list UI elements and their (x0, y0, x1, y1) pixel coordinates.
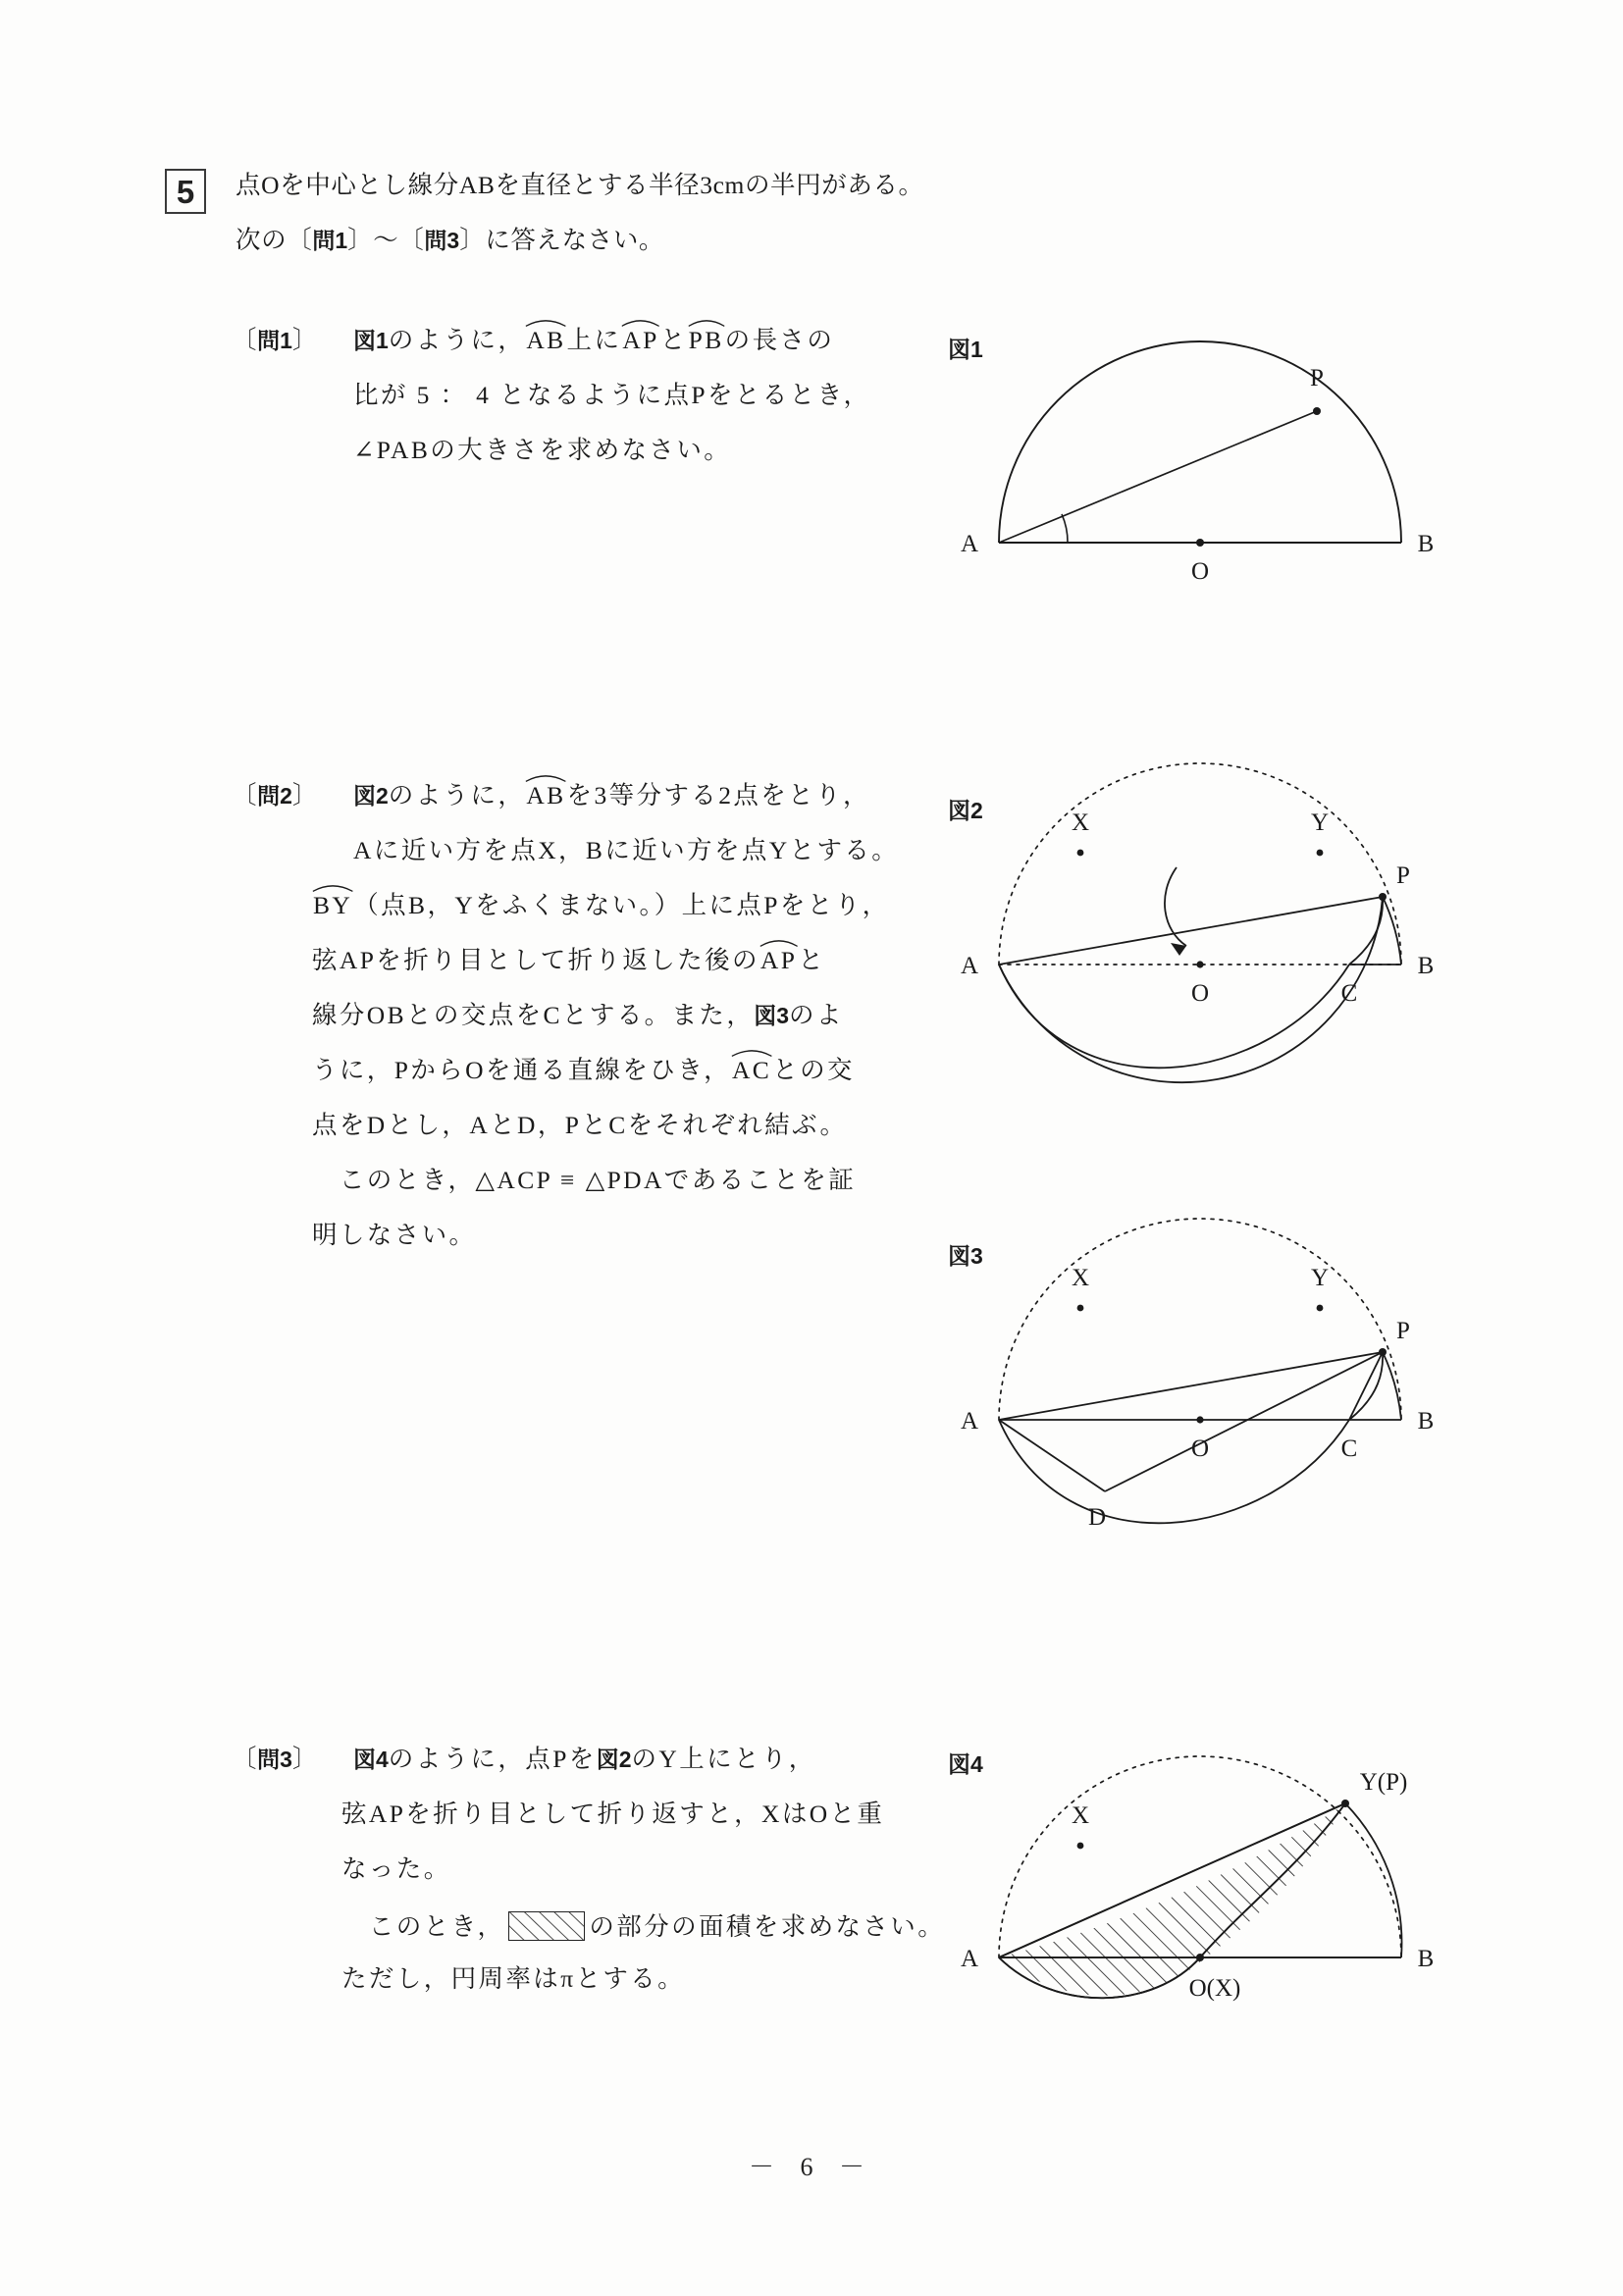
intro-ref-q3: 問3 (424, 228, 460, 253)
question-2-line-4 (312, 948, 825, 973)
bracket-open: 〔 (232, 1745, 258, 1773)
figure-3 (948, 1238, 1439, 1542)
question-2-line-2 (353, 838, 899, 863)
q2-l4-t1: 弦APを折り目として折り返した後の (312, 946, 759, 974)
arc-BY-notation (312, 893, 353, 918)
q2-l6-t2: との交 (772, 1056, 855, 1084)
arc-PB-text: PB (688, 326, 724, 354)
figure-4-caption: 図4 (948, 1751, 983, 1777)
q1-l3-text: ∠PABの大きさを求めなさい。 (353, 436, 732, 464)
figure-2 (948, 793, 1439, 1077)
q3-l1-t2: のY上にとり， (631, 1745, 816, 1773)
q2-l1-t1: のように， (388, 781, 526, 809)
point-O-dot (1196, 539, 1204, 547)
q2-l7-text: 点をDとし，AとD，PとCをそれぞれ結ぶ。 (312, 1111, 848, 1139)
figure-2-label-A: A (960, 953, 979, 979)
question-2-line-7 (312, 1113, 847, 1138)
figure-2-drawing (948, 793, 1439, 1077)
intro-pre: 次の〔 (236, 226, 313, 254)
figure-3-label-X: X (1071, 1265, 1090, 1291)
point-Y-dot (1317, 1305, 1324, 1312)
arc-AB-text: AB (526, 781, 566, 809)
q2-l9-text: 明しなさい。 (312, 1221, 477, 1249)
page-number: － 6 － (748, 2153, 874, 2181)
problem-intro-line-1 (236, 173, 924, 198)
question-2-line-8 (312, 1168, 856, 1193)
figure-3-label-O: O (1190, 1435, 1210, 1462)
intro-post: 〕に答えなさい。 (459, 226, 665, 254)
question-2-label (232, 783, 318, 809)
fig-ref-2b: 図2 (596, 1747, 632, 1772)
figure-4-label-OX: O(X) (1188, 1975, 1241, 2002)
q1-l1-t1: のように， (388, 326, 526, 354)
q3-l4-t1: このとき， (341, 1912, 505, 1941)
question-2-line-9 (312, 1223, 476, 1248)
figure-2-label-P: P (1396, 862, 1410, 889)
figure-3-caption: 図3 (948, 1243, 983, 1269)
figure-3-label-C: C (1340, 1435, 1358, 1462)
arc-AP-notation (621, 328, 659, 353)
point-X-dot (1077, 1843, 1084, 1850)
figure-1-caption: 図1 (948, 337, 983, 362)
arc-AP-notation (759, 948, 798, 973)
intro-mid: 〕～〔 (347, 226, 425, 254)
problem-intro-line-2 (236, 228, 664, 253)
question-2-line-3 (312, 893, 890, 918)
point-YP-dot (1341, 1800, 1349, 1807)
q3-l1-t1: のように，点Pを (388, 1745, 597, 1773)
point-Y-dot (1317, 850, 1324, 857)
figure-2-caption: 図2 (948, 798, 983, 823)
question-2-line-6 (312, 1058, 855, 1083)
figure-4-label-B: B (1417, 1946, 1435, 1972)
question-3-line-3 (341, 1856, 451, 1882)
figure-1-label-B: B (1417, 531, 1435, 557)
figure-4-label-YP: Y(P) (1359, 1769, 1408, 1796)
fig-ref-4: 図4 (353, 1747, 389, 1772)
figure-3-label-Y: Y (1310, 1265, 1330, 1291)
figure-2-label-X: X (1071, 809, 1090, 836)
question-3-line-5 (341, 1966, 685, 1992)
q2-l4-t2: と (798, 946, 826, 974)
q1-l1-t4: の長さの (724, 326, 835, 354)
problem-intro-text-1: 点Oを中心とし線分ABを直径とする半径3cmの半円がある。 (236, 171, 924, 199)
bracket-close: 〕 (291, 781, 319, 809)
point-O-dot (1196, 961, 1203, 967)
intro-ref-q1: 問1 (312, 228, 348, 253)
arc-AB-text: AB (526, 326, 566, 354)
q3-l3-text: なった。 (341, 1854, 451, 1883)
figure-2-label-B: B (1417, 953, 1435, 979)
question-3-number: 問3 (257, 1747, 292, 1772)
arc-AB-notation (525, 328, 566, 353)
question-1-line-1 (353, 328, 834, 353)
point-P-dot (1379, 1348, 1387, 1356)
point-O-dot (1196, 1416, 1203, 1423)
question-2-line-5 (312, 1003, 844, 1028)
question-3-label (232, 1747, 318, 1772)
point-X-dot (1077, 850, 1084, 857)
q2-l3-text: （点B，Yをふくまない。）上に点Pをとり， (353, 891, 890, 919)
figure-3-label-D: D (1087, 1504, 1107, 1531)
question-3-line-1 (353, 1747, 816, 1772)
q3-l5-text: ただし，円周率はπとする。 (341, 1964, 686, 1993)
question-1-number: 問1 (257, 328, 292, 353)
bracket-close: 〕 (291, 326, 319, 354)
q3-l4-t2: の部分の面積を求めなさい。 (589, 1912, 946, 1941)
bracket-close: 〕 (291, 1745, 319, 1773)
question-1-line-3 (353, 438, 731, 463)
figure-3-label-A: A (960, 1408, 979, 1435)
figure-4 (948, 1747, 1439, 2011)
figure-3-label-B: B (1417, 1408, 1435, 1435)
figure-3-label-P: P (1396, 1318, 1410, 1344)
fig-ref-3: 図3 (754, 1003, 790, 1028)
figure-4-drawing (948, 1747, 1439, 2011)
question-1-line-2 (353, 383, 870, 408)
fig-ref-2: 図2 (353, 783, 389, 809)
point-P-dot (1313, 407, 1321, 415)
figure-2-label-Y: Y (1310, 809, 1330, 836)
question-3-line-4 (341, 1911, 945, 1941)
q3-l2-text: 弦APを折り目として折り返すと，XはOと重 (341, 1800, 885, 1828)
arc-BY-text: BY (313, 891, 353, 919)
figure-2-label-O: O (1190, 980, 1210, 1007)
hatched-area-swatch (508, 1911, 585, 1941)
figure-1-label-O: O (1190, 558, 1210, 585)
q1-l1-t3: と (659, 326, 688, 354)
point-OX-dot (1196, 1954, 1204, 1961)
problem-number-box (165, 169, 206, 214)
bracket-open: 〔 (232, 781, 258, 809)
q2-l8-text: このとき，△ACP ≡ △PDAであることを証 (312, 1166, 857, 1194)
q2-l6-t1: うに，PからOを通る直線をひき， (312, 1056, 731, 1084)
fig-ref-1: 図1 (353, 328, 389, 353)
point-X-dot (1077, 1305, 1084, 1312)
figure-4-label-X: X (1071, 1802, 1090, 1829)
question-1-label (232, 328, 318, 353)
arc-AC-text: AC (731, 1056, 772, 1084)
figure-2-label-C: C (1340, 980, 1358, 1007)
figure-1-label-A: A (960, 531, 979, 557)
q1-l2-text: 比が 5 ： 4 となるように点Pをとるとき， (353, 381, 871, 409)
bracket-open: 〔 (232, 326, 258, 354)
question-2-number: 問2 (257, 783, 292, 809)
arc-AP-text: AP (759, 946, 798, 974)
question-2-line-1 (353, 783, 870, 809)
question-3-line-2 (341, 1801, 884, 1827)
q2-l2-text: Aに近い方を点X，Bに近い方を点Yとする。 (353, 836, 900, 864)
q2-l1-t2: を3等分する2点をとり， (566, 781, 870, 809)
arc-AB-notation (525, 783, 566, 809)
figure-1-label-P: P (1310, 365, 1324, 391)
point-P-dot (1379, 893, 1387, 901)
problem-number: 5 (176, 173, 195, 210)
arc-PB-notation (688, 328, 725, 353)
q2-l5-t2: のよ (789, 1001, 844, 1029)
figure-1 (948, 332, 1439, 587)
arc-AP-text: AP (622, 326, 659, 354)
q2-l5-t1: 線分OBとの交点をCとする。また， (312, 1001, 755, 1029)
figure-1-drawing (948, 332, 1439, 587)
figure-4-label-A: A (960, 1946, 979, 1972)
figure-3-drawing (948, 1238, 1439, 1542)
q1-l1-t2: 上に (566, 326, 622, 354)
page-footer (0, 2147, 1623, 2183)
arc-AC-notation (731, 1058, 772, 1083)
